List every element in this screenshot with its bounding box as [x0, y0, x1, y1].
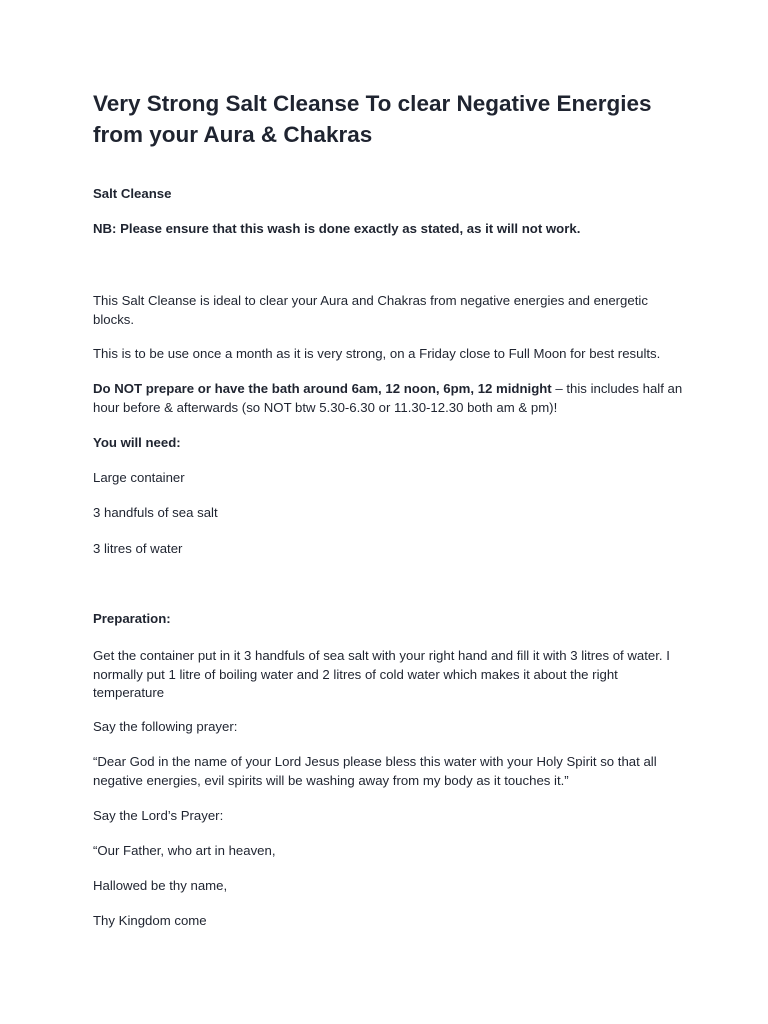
- needs-item: Large container: [93, 470, 185, 485]
- lords-prayer-line: Thy Kingdom come: [93, 913, 207, 928]
- preparation-paragraph: Get the container put in it 3 handfuls of sea salt with your right hand and fill it with 3 litres of water. I normally put 1 litre of boiling water and 2 litres of cold water which makes it about the right temperature: [93, 648, 670, 700]
- prayer-intro: Say the following prayer:: [93, 719, 238, 734]
- lords-prayer-line: Hallowed be thy name,: [93, 878, 228, 893]
- timing-bold-text: Do NOT prepare or have the bath around 6am, 12 noon, 6pm, 12 midnight: [93, 381, 552, 396]
- subheading: Salt Cleanse: [93, 186, 172, 201]
- intro-paragraph: This Salt Cleanse is ideal to clear your Aura and Chakras from negative energies and energetic blocks.: [93, 293, 648, 327]
- needs-item: 3 handfuls of sea salt: [93, 505, 218, 520]
- lords-prayer-intro: Say the Lord’s Prayer:: [93, 808, 224, 823]
- warning-note: NB: Please ensure that this wash is done exactly as stated, as it will not work.: [93, 221, 581, 236]
- needs-heading: You will need:: [93, 435, 181, 450]
- timing-rest-text: – this includes half an hour before & afterwards (so NOT btw 5.30-6.30 or 11.30-12.30 both am & pm)!: [93, 381, 683, 415]
- lords-prayer-line: “Our Father, who art in heaven,: [93, 843, 276, 858]
- needs-item: 3 litres of water: [93, 541, 183, 556]
- prayer-paragraph: “Dear God in the name of your Lord Jesus please bless this water with your Holy Spirit so that all negative energies, evil spirits will be washing away from my body as it touches it.”: [93, 754, 657, 788]
- timing-paragraph: [93, 380, 683, 417]
- document-title: Very Strong Salt Cleanse To clear Negative Energies from your Aura & Chakras: [93, 91, 652, 147]
- frequency-paragraph: This is to be use once a month as it is very strong, on a Friday close to Full Moon for best results.: [93, 346, 661, 361]
- preparation-heading: Preparation:: [93, 611, 171, 626]
